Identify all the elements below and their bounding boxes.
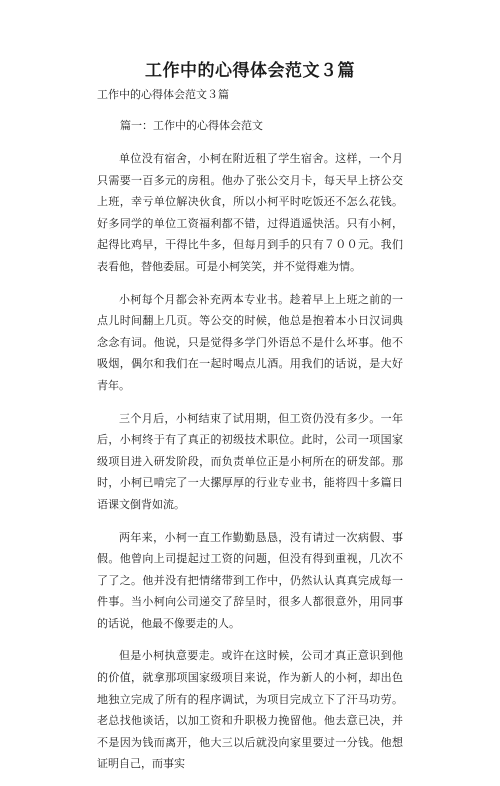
document-subtitle: 工作中的心得体会范文３篇: [97, 88, 229, 101]
paragraph-2: 小柯每个月都会补充两本专业书。趁着早上上班之前的一点儿时间翻上几页。等公交的时候，他总是抱着本小日汉词典念念有词。他说，只是觉得多学门外语总不是什么坏事。他不吸烟，偶尔和我们在一起时喝点儿酒。用我们的话说，是大好青年。: [97, 292, 403, 392]
body-text: [97, 148, 403, 786]
paragraph-4: 两年来，小柯一直工作勤勤恳恳，没有请过一次病假、事假。他曾向上司提起过工资的问题，但没有得到重视，几次不了了之。他并没有把情绪带到工作中，仍然认认真真完成每一件事。当小柯向公司递交了辞呈时，很多人都很意外，用同事的话说，他最不像要走的人。: [97, 530, 403, 630]
paragraph-5: 但是小柯执意要走。或许在这时候，公司才真正意识到他的价值，就拿那项国家级项目来说，作为新人的小柯，却出色地独立完成了所有的程序调试，为项目完成立下了汗马功劳。老总找他谈话，以加工资和升职极力挽留他。他去意已决，并不是因为钱而离开，他大三以后就没向家里要过一分钱。他想证明自己，而事实: [97, 649, 403, 771]
document-title: 工作中的心得体会范文３篇: [145, 61, 355, 81]
paragraph-3: 三个月后，小柯结束了试用期，但工资仍没有多少。一年后，小柯终于有了真正的初级技术职位。此时，公司一项国家级项目进入研发阶段，而负责单位正是小柯所在的研发部。那时，小柯已啃完了一大摞厚厚的行业专业书，能将四十多篇日语课文倒背如流。: [97, 411, 403, 511]
section-heading: 篇一：工作中的心得体会范文: [120, 119, 263, 132]
paragraph-1: 单位没有宿舍，小柯在附近租了学生宿舍。这样，一个月只需要一百多元的房租。他办了张公交月卡，每天早上挤公交上班，幸亏单位解决伙食，所以小柯平时吃饭还不怎么花钱。好多同学的单位工资福利都不错，过得逍遥快活。只有小柯，起得比鸡早，干得比牛多，但每月到手的只有７００元。我们表看他，替他委屈。可是小柯笑笑，并不觉得难为情。: [97, 152, 403, 273]
